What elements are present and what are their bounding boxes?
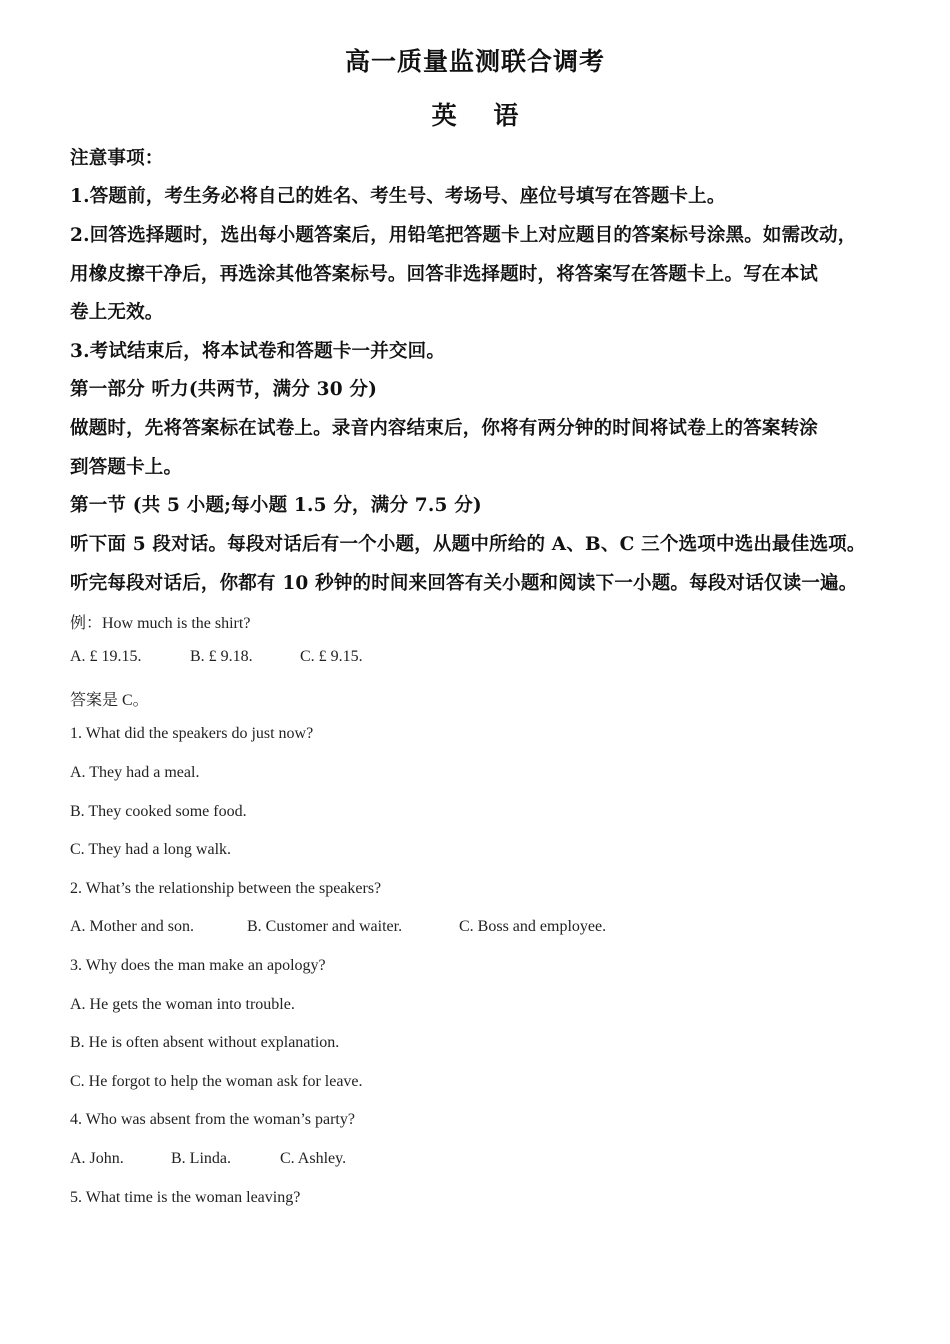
exam-subject: 英 语	[431, 101, 533, 130]
question-4-options	[70, 1150, 346, 1168]
part1-intro-line-2: 到答题卡上。	[70, 457, 183, 478]
notice-item-2-line-3: 卷上无效。	[70, 302, 164, 323]
question-4-option-b: B. Linda.	[171, 1150, 231, 1167]
section1-intro-line-1: 听下面 5 段对话。每段对话后有一个小题，从题中所给的 A、B、C 三个选项中选出最佳选项。	[70, 534, 866, 555]
question-2: 2. What’s the relationship between the speakers?	[70, 880, 382, 897]
question-1: 1. What did the speakers do just now?	[70, 725, 314, 742]
question-2-option-b: B. Customer and waiter.	[247, 918, 403, 935]
section1-heading: 第一节 (共 5 小题;每小题 1.5 分，满分 7.5 分)	[70, 495, 482, 516]
notice-item-1: 1.答题前，考生务必将自己的姓名、考生号、考场号、座位号填写在答题卡上。	[70, 186, 726, 207]
example-option-b: B. £ 9.18.	[190, 648, 253, 665]
question-2-option-c: C. Boss and employee.	[459, 918, 607, 935]
notice-item-2-line-2: 用橡皮擦干净后，再选涂其他答案标号。回答非选择题时，将答案写在答题卡上。写在本试	[70, 264, 819, 285]
question-1-option-a: A. They had a meal.	[70, 764, 200, 781]
question-2-options	[70, 918, 606, 936]
notice-item-3: 3.考试结束后，将本试卷和答题卡一并交回。	[70, 341, 446, 362]
question-3-option-a: A. He gets the woman into trouble.	[70, 996, 295, 1013]
question-4-option-a: A. John.	[70, 1150, 124, 1167]
question-4: 4. Who was absent from the woman’s party?	[70, 1111, 355, 1128]
question-3-option-c: C. He forgot to help the woman ask for leave.	[70, 1073, 363, 1090]
example-option-a: A. £ 19.15.	[70, 648, 142, 665]
exam-title: 高一质量监测联合调考	[344, 47, 605, 76]
question-3: 3. Why does the man make an apology?	[70, 957, 326, 974]
section1-intro-line-2: 听完每段对话后，你都有 10 秒钟的时间来回答有关小题和阅读下一小题。每段对话仅读一遍。	[70, 573, 858, 594]
notice-item-2-line-1: 2.回答选择题时，选出每小题答案后，用铅笔把答题卡上对应题目的答案标号涂黑。如需改动，	[70, 225, 857, 246]
question-1-option-b: B. They cooked some food.	[70, 803, 247, 820]
part1-intro-line-1: 做题时，先将答案标在试卷上。录音内容结束后，你将有两分钟的时间将试卷上的答案转涂	[70, 418, 819, 439]
example-question: 例：How much is the shirt?	[70, 615, 251, 632]
notice-heading: 注意事项：	[70, 148, 164, 169]
example-answer: 答案是 C。	[70, 692, 149, 709]
question-2-option-a: A. Mother and son.	[70, 918, 194, 935]
example-options	[70, 648, 363, 666]
question-3-option-b: B. He is often absent without explanation.	[70, 1034, 340, 1051]
example-option-c: C. £ 9.15.	[300, 648, 363, 665]
part1-heading: 第一部分 听力(共两节，满分 30 分)	[70, 379, 378, 400]
question-5: 5. What time is the woman leaving?	[70, 1189, 301, 1206]
question-1-option-c: C. They had a long walk.	[70, 841, 232, 858]
question-4-option-c: C. Ashley.	[280, 1150, 347, 1167]
